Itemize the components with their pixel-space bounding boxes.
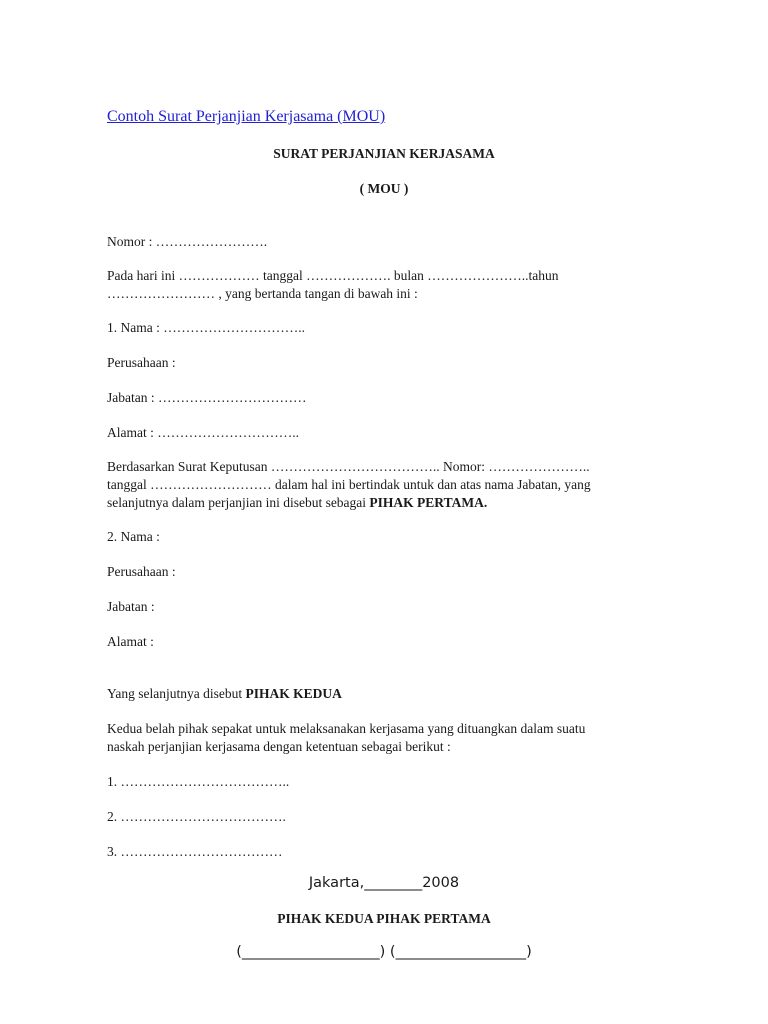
document-title-link[interactable]: Contoh Surat Perjanjian Kerjasama (MOU) bbox=[107, 108, 386, 125]
party2-refer-prefix: Yang selanjutnya disebut bbox=[107, 686, 246, 701]
intro-line-1: Pada hari ini ……………… tanggal ………………. bulan …………………..tahun bbox=[107, 268, 559, 283]
signatories-label: PIHAK KEDUA PIHAK PERTAMA bbox=[277, 911, 491, 926]
pihak-kedua-label: PIHAK KEDUA bbox=[245, 686, 342, 701]
place-date: Jakarta,________2008 bbox=[308, 875, 460, 891]
party2-refer-line bbox=[107, 685, 342, 703]
party2-jabatan: Jabatan : bbox=[107, 599, 155, 614]
document-subheading: ( MOU ) bbox=[359, 181, 409, 196]
party1-basis-line-1: Berdasarkan Surat Keputusan ……………………………….. Nomor: ………………….. bbox=[107, 459, 590, 474]
document-heading: SURAT PERJANJIAN KERJASAMA bbox=[273, 146, 495, 161]
party2-nama: 2. Nama : bbox=[107, 529, 160, 544]
nomor-line: Nomor : ……………………. bbox=[107, 234, 268, 249]
party1-jabatan: Jabatan : …………………………… bbox=[107, 390, 307, 405]
party1-basis-line-3 bbox=[107, 494, 487, 512]
party1-basis-prefix: selanjutnya dalam perjanjian ini disebut sebagai bbox=[107, 495, 370, 510]
intro-line-2: …………………… , yang bertanda tangan di bawah ini : bbox=[107, 286, 418, 301]
party1-nama: 1. Nama : ………………………….. bbox=[107, 320, 305, 335]
term-item: 1. ……………………………….. bbox=[107, 774, 290, 789]
agreement-line-1: Kedua belah pihak sepakat untuk melaksanakan kerjasama yang dituangkan dalam suatu bbox=[107, 721, 586, 736]
term-item: 2. ………………………………. bbox=[107, 809, 286, 824]
pihak-pertama-label: PIHAK PERTAMA. bbox=[369, 495, 488, 510]
party1-basis-line-2: tanggal ……………………… dalam hal ini bertindak untuk dan atas nama Jabatan, yang bbox=[107, 477, 591, 492]
party2-alamat: Alamat : bbox=[107, 634, 154, 649]
agreement-line-2: naskah perjanjian kerjasama dengan ketentuan sebagai berikut : bbox=[107, 739, 451, 754]
signature-lines: (___________________) (__________________) bbox=[236, 944, 532, 960]
party1-alamat: Alamat : ………………………….. bbox=[107, 425, 299, 440]
party1-perusahaan: Perusahaan : bbox=[107, 355, 176, 370]
term-item: 3. ……………………………… bbox=[107, 844, 283, 859]
party2-perusahaan: Perusahaan : bbox=[107, 564, 176, 579]
